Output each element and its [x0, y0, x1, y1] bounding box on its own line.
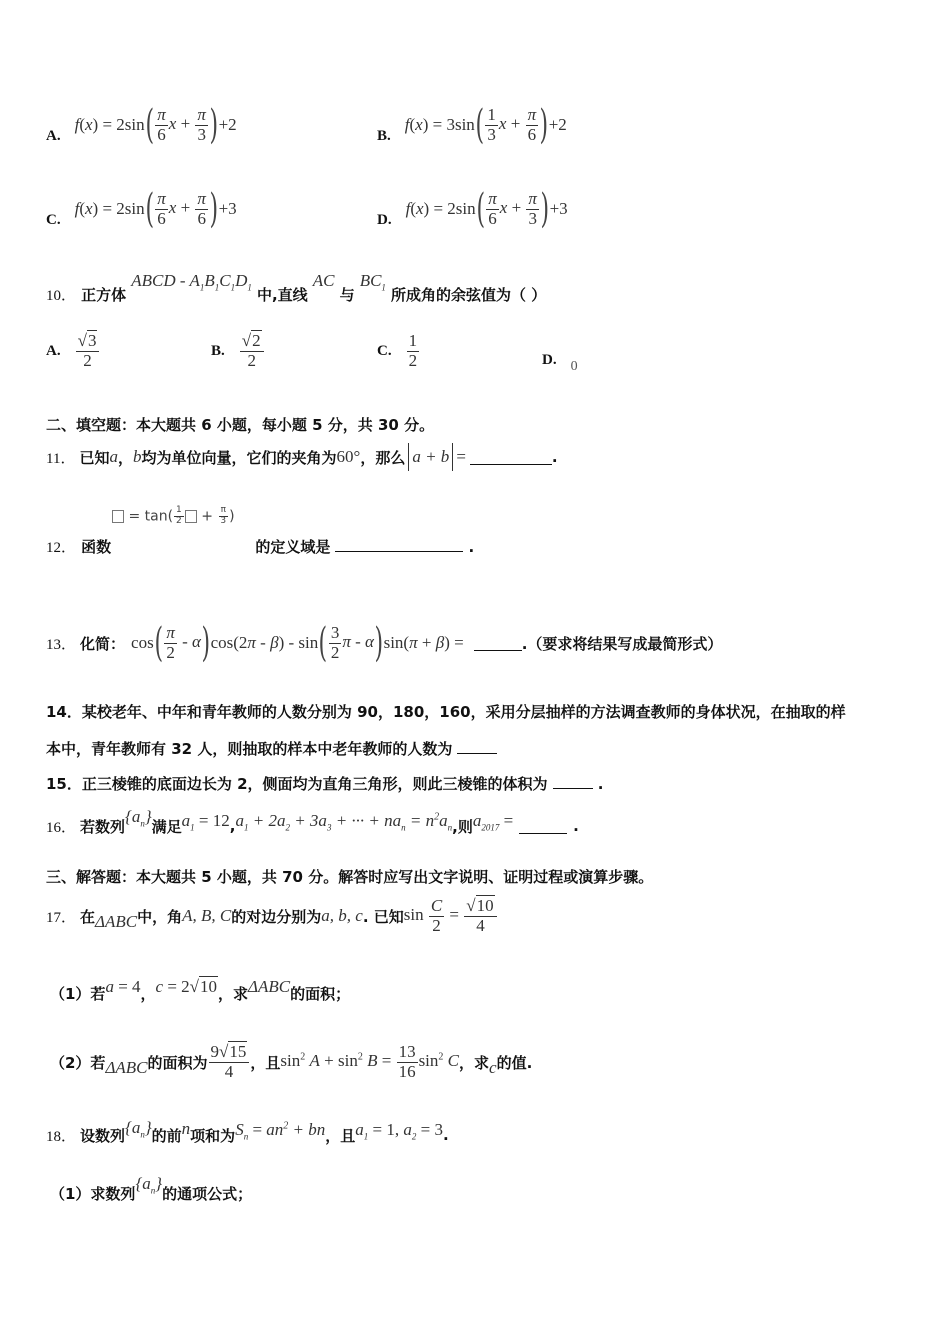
answer-blank[interactable] [335, 537, 463, 552]
q16: 16． 若数列 $\{a_n\}$ 满足 $a_1 = 12$ , $a_1 + 2a_2 + 3a_3$ + ··· + $na_n = n^2a_n$ ,则 $a_{2017}$ = . [46, 807, 579, 836]
question-number: 17． [46, 909, 77, 926]
question-number: 16． [46, 819, 77, 836]
q18-part1: （1）求数列 $\{a_n\}$ 的通项公式； [50, 1174, 253, 1203]
line-ac: AC [312, 271, 335, 290]
angle-value: 60° [336, 447, 361, 466]
question-number: 13． [46, 636, 77, 653]
option-label: A. [46, 127, 61, 144]
answer-blank[interactable] [470, 450, 552, 465]
triangle-name: ΔABC [95, 912, 138, 931]
q11: 11． 已知 a ， b 均为单位向量，它们的夹角为 60° ，那么 a + b = . [46, 440, 558, 474]
answer-blank[interactable] [457, 739, 497, 754]
q9-option-d: D. f(x) = 2sin ( $\frac{\pi}{6}$ x + $\frac{\pi}{3}$ ) +3 [377, 186, 568, 232]
sequence: $\{a_n\}$ [125, 1118, 152, 1140]
q10-stem: 10． 正方体 ABCD - $A_1B_1C_1D_1$ 中,直线 AC 与 $BC_1$ 所成角的余弦值为（ ） [46, 271, 547, 304]
question-number: 18． [46, 1128, 77, 1145]
option-label: D. [377, 211, 392, 228]
line-bc1: $BC_1$ [359, 271, 386, 293]
q9-option-b: B. f(x) = 3sin ( $\frac{1}{3}$ x + $\frac{\pi}{6}$ ) +2 [377, 102, 567, 148]
q13: 13． 化简： cos ( $\frac{\pi}{2}$ - α ) cos(2π - β) - sin ( $\frac{3}{2}$ π - α ) sin(π + β) = .（要求将结果写成最简形式） [46, 620, 723, 666]
q10-option-a: A. $\frac{√3}{2}$ [46, 332, 100, 370]
option-value: $\frac{√3}{2}$ [76, 332, 100, 370]
answer-blank[interactable] [519, 819, 567, 834]
q14-line2: 本中，青年教师有 32 人，则抽取的样本中老年教师的人数为 [46, 738, 497, 759]
q17-part2: （2）若 ΔABC 的面积为 $\frac{9√15}{4}$ ，且 $\sin^2 A + \sin^2 B$ = $\frac{13}{16}$ $\sin^2 C$ ，求 c 的值. [50, 1041, 533, 1081]
q10-option-b: B. $\frac{√2}{2}$ [211, 332, 265, 370]
section-heading-fill-in: 二、填空题：本大题共 6 小题，每小题 5 分，共 30 分。 [46, 416, 435, 434]
option-label: B. [377, 127, 391, 144]
option-value: $\frac{√2}{2}$ [240, 332, 264, 370]
q12: 12． 函数 的定义域是 . [46, 538, 475, 556]
cube-name: ABCD - $A_1B_1C_1D_1$ [131, 271, 252, 293]
q9-option-a: A. f(x) = 2sin ( $\frac{\pi}{6}$ x + $\frac{\pi}{3}$ ) +2 [46, 102, 237, 148]
option-value: 0 [570, 358, 578, 374]
formula-fx: f(x) = 2sin [405, 199, 476, 218]
q14-line1: 14．某校老年、中年和青年教师的人数分别为 90，180，160，采用分层抽样的方法调查教师的身体状况，在抽取的样 [46, 703, 846, 721]
area-value: $\frac{9√15}{4}$ [208, 1043, 251, 1081]
formula-fx: f(x) = 2sin [74, 199, 145, 218]
placeholder-icon [185, 510, 197, 523]
q9-option-c: C. f(x) = 2sin ( $\frac{\pi}{6}$ x + $\frac{\pi}{6}$ ) +3 [46, 186, 237, 232]
q18-stem: 18． 设数列 $\{a_n\}$ 的前 n 项和为 $S_n = an^2$ + bn ，且 $a_1 = 1$, $a_2 = 3$ . [46, 1118, 449, 1145]
q15: 15．正三棱锥的底面边长为 2，侧面均为直角三角形，则此三棱锥的体积为 . [46, 775, 604, 793]
option-value: $\frac{1}{2}$ [408, 331, 418, 370]
question-number: 11． [46, 450, 76, 467]
section-heading-solutions: 三、解答题：本大题共 5 小题，共 70 分。解答时应写出文字说明、证明过程或演算步骤。 [46, 868, 654, 886]
question-number: 12． [46, 540, 77, 556]
q17-stem: 17． 在 ΔABC 中，角 A, B, C 的对边分别为 a, b, c . 已知 sin $\frac{C}{2}$ = $\frac{√10}{4}$ [46, 890, 498, 942]
q10-option-d: D. 0 [542, 352, 578, 374]
q10-option-c: C. $\frac{1}{2}$ [377, 331, 418, 370]
answer-blank[interactable] [553, 774, 593, 789]
sequence: $\{a_n\}$ [125, 807, 152, 829]
q17-part1: （1）若 a = 4 ， c = 2√10 ，求 ΔABC 的面积； [50, 977, 351, 1003]
question-number: 10． [46, 288, 77, 304]
formula-fx: f(x) = 2sin [74, 115, 145, 134]
answer-blank[interactable] [474, 636, 522, 651]
given-condition: sin $\frac{C}{2}$ = $\frac{√10}{4}$ [404, 897, 498, 935]
q12-formula-image: = tan( $\frac{1}{2}$ + $\frac{\pi}{3}$ ) [112, 506, 235, 527]
placeholder-icon [112, 510, 124, 523]
option-label: C. [46, 211, 61, 228]
formula-fx: f(x) = 3sin [404, 115, 475, 134]
